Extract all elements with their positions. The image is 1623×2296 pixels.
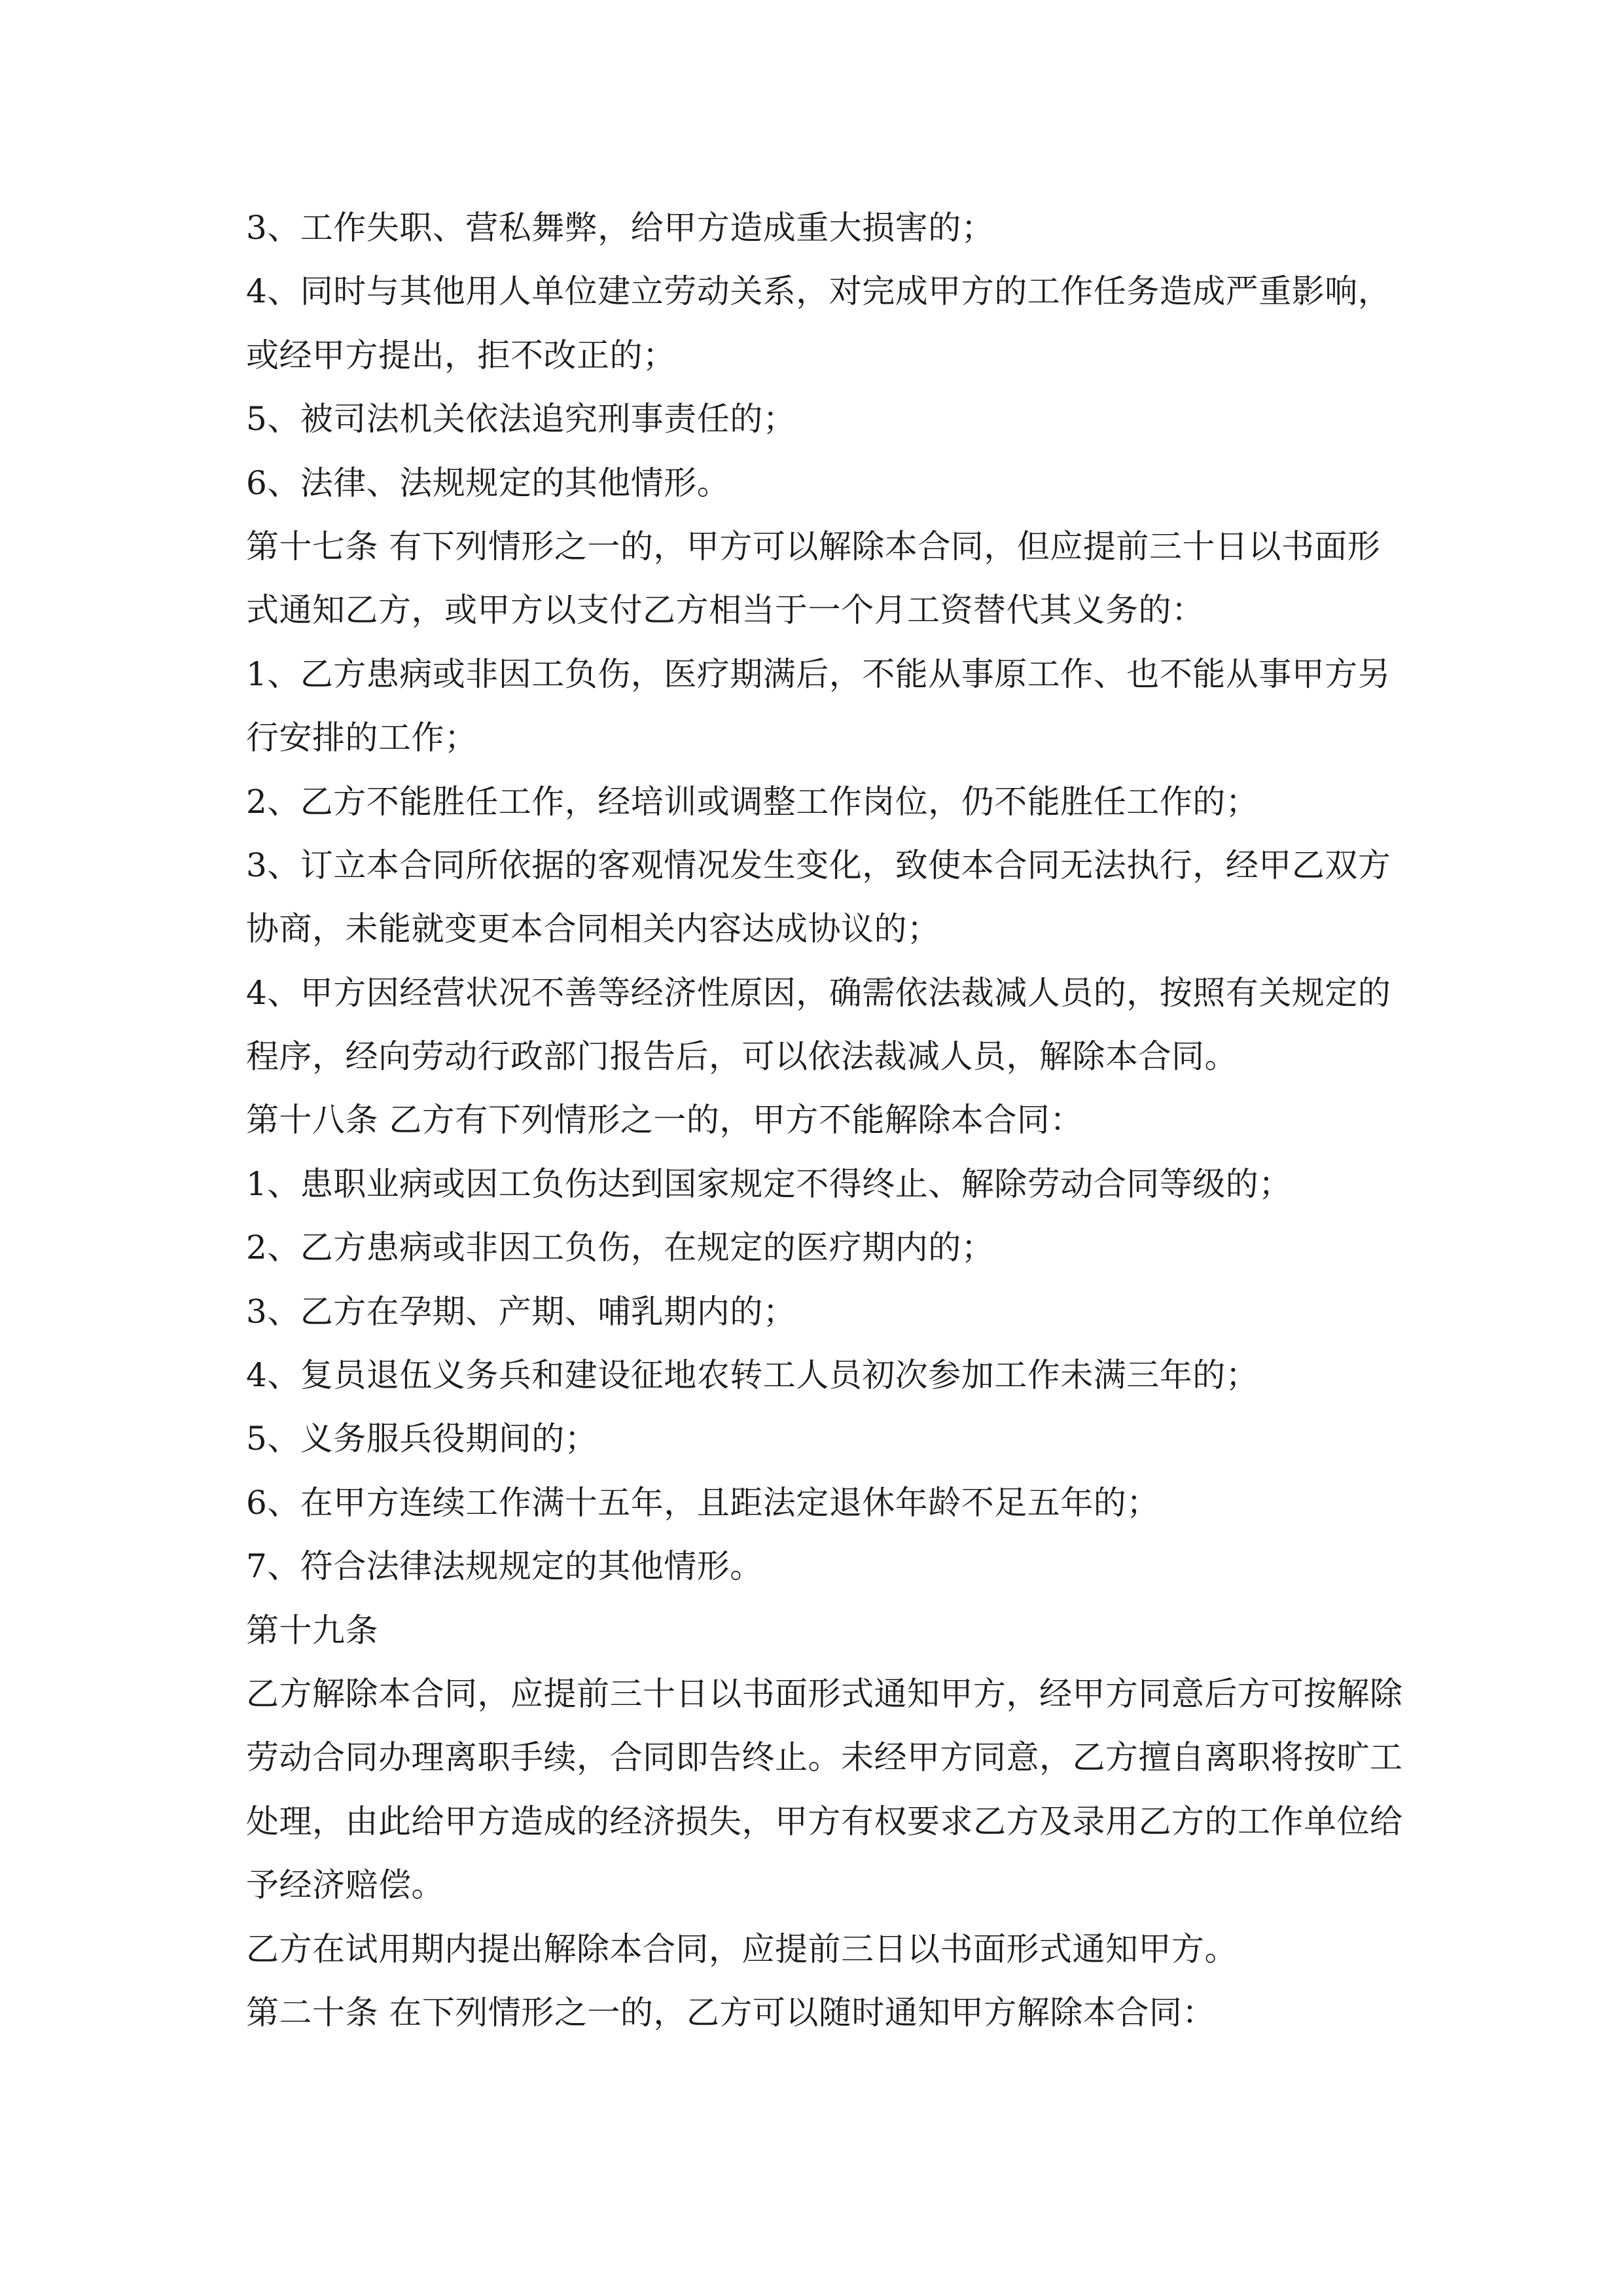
clause-17-item-4: 4、甲方因经营状况不善等经济性原因，确需依法裁减人员的，按照有关规定的: [246, 973, 1391, 1012]
clause-18-heading: 第十八条 乙方有下列情形之一的，甲方不能解除本合同：: [246, 1101, 1083, 1139]
clause-18-item-2: 2、乙方患病或非因工负伤，在规定的医疗期内的；: [246, 1229, 995, 1267]
clause-16-item-3: 3、工作失职、营私舞弊，给甲方造成重大损害的；: [246, 209, 995, 247]
clause-17-item-4-cont: 程序，经向劳动行政部门报告后，可以依法裁减人员，解除本合同。: [246, 1037, 1238, 1076]
clause-19-heading: 第十九条: [246, 1611, 378, 1649]
clause-19-paragraph-2: 乙方在试用期内提出解除本合同，应提前三日以书面形式通知甲方。: [246, 1929, 1238, 1968]
document-body: [246, 196, 1403, 2045]
clause-20-heading: 第二十条 在下列情形之一的，乙方可以随时通知甲方解除本合同：: [246, 1993, 1215, 2032]
clause-18-item-1: 1、患职业病或因工负伤达到国家规定不得终止、解除劳动合同等级的；: [246, 1164, 1292, 1203]
clause-17-item-1: 1、乙方患病或非因工负伤，医疗期满后，不能从事原工作、也不能从事甲方另: [246, 655, 1391, 693]
clause-18-item-3: 3、乙方在孕期、产期、哺乳期内的；: [246, 1292, 796, 1331]
clause-17-heading-cont: 式通知乙方，或甲方以支付乙方相当于一个月工资替代其义务的：: [246, 591, 1205, 630]
clause-19-paragraph-1-cont-1: 劳动合同办理离职手续，合同即告终止。未经甲方同意，乙方擅自离职将按旷工: [246, 1738, 1403, 1777]
clause-17-heading: 第十七条 有下列情形之一的，甲方可以解除本合同，但应提前三十日以书面形: [246, 527, 1381, 565]
clause-18-item-5: 5、义务服兵役期间的；: [246, 1420, 598, 1458]
clause-17-item-3: 3、订立本合同所依据的客观情况发生变化，致使本合同无法执行，经甲乙双方: [246, 846, 1391, 884]
clause-17-item-2: 2、乙方不能胜任工作，经培训或调整工作岗位，仍不能胜任工作的；: [246, 782, 1259, 821]
clause-16-item-4-cont: 或经甲方提出，拒不改正的；: [246, 336, 676, 374]
clause-18-item-6: 6、在甲方连续工作满十五年，且距法定退休年龄不足五年的；: [246, 1483, 1160, 1522]
clause-19-paragraph-1-cont-2: 处理，由此给甲方造成的经济损失，甲方有权要求乙方及录用乙方的工作单位给: [246, 1802, 1403, 1840]
clause-19-paragraph-1-cont-3: 予经济赔偿。: [246, 1866, 444, 1905]
clause-16-item-5: 5、被司法机关依法追究刑事责任的；: [246, 400, 796, 439]
clause-16-item-4: 4、同时与其他用人单位建立劳动关系，对完成甲方的工作任务造成严重影响，: [246, 272, 1391, 311]
clause-18-item-7: 7、符合法律法规规定的其他情形。: [246, 1547, 763, 1586]
clause-17-item-1-cont: 行安排的工作；: [246, 719, 478, 757]
clause-16-item-6: 6、法律、法规规定的其他情形。: [246, 463, 730, 502]
clause-19-paragraph-1: 乙方解除本合同，应提前三十日以书面形式通知甲方，经甲方同意后方可按解除: [246, 1674, 1403, 1713]
clause-17-item-3-cont: 协商，未能就变更本合同相关内容达成协议的；: [246, 910, 940, 948]
clause-18-item-4: 4、复员退伍义务兵和建设征地农转工人员初次参加工作未满三年的；: [246, 1356, 1259, 1395]
